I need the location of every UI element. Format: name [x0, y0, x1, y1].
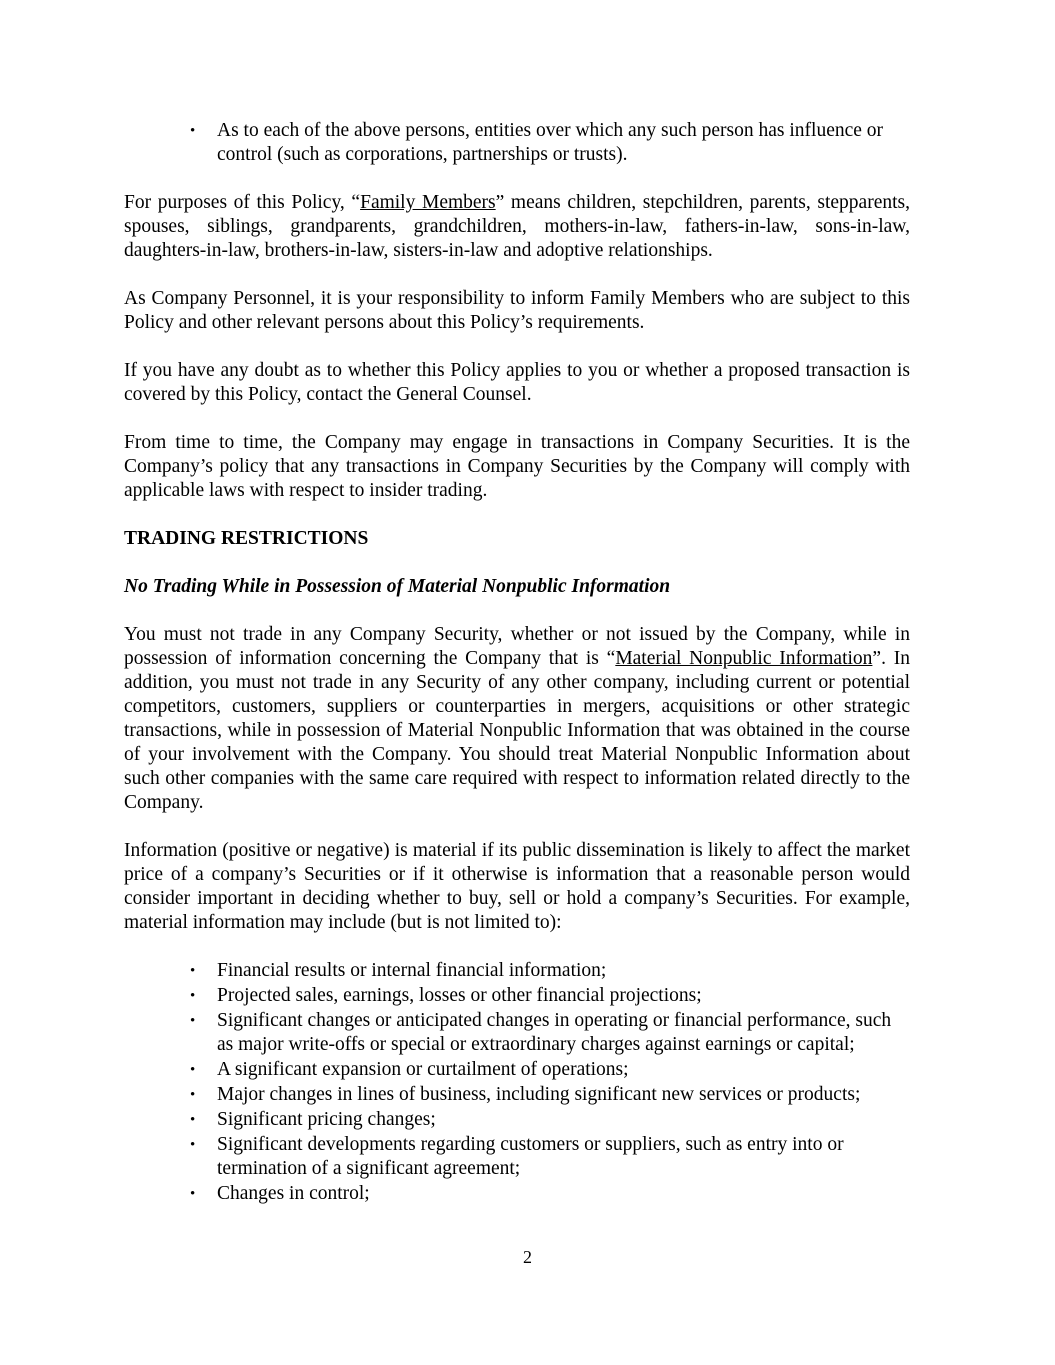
list-item [124, 1083, 910, 1107]
bullet-icon: • [190, 1112, 196, 1128]
mnpi-pre: You must not trade in any Company Security, whether or not issued by the Company, while in possession of information concerning the Company that is “ [124, 624, 910, 669]
bullet-icon: • [190, 1186, 196, 1202]
bullet-icon: • [190, 1013, 196, 1029]
list-item [124, 119, 910, 167]
list-item [124, 1009, 910, 1057]
doubt-paragraph: If you have any doubt as to whether this Policy applies to you or whether a proposed transaction is covered by this Policy, contact the General Counsel. [124, 360, 910, 405]
document-page [124, 119, 910, 1207]
family-members-pre: For purposes of this Policy, “ [124, 192, 361, 213]
section-heading: TRADING RESTRICTIONS [124, 528, 369, 549]
page-number: 2 [523, 1247, 532, 1267]
company-personnel-paragraph: As Company Personnel, it is your responsibility to inform Family Members who are subject to this Policy and other relevant persons about this Policy’s requirements. [124, 288, 910, 333]
bullet-icon: • [190, 123, 196, 139]
bullet-icon: • [190, 1137, 196, 1153]
section-subheading: No Trading While in Possession of Material Nonpublic Information [124, 576, 671, 597]
mnpi-post: ”. In addition, you must not trade in any Security of any other company, including current or potential competitors, customers, suppliers or counterparties in mergers, acquisitions or other strategic transactions, while in possession of Material Nonpublic Information that was obtained in the course of your involvement with the Company. You should treat Material Nonpublic Information about such other companies with the same care required with respect to information related directly to the Company. [124, 648, 910, 813]
list-item-text: Projected sales, earnings, losses or other financial projections; [217, 985, 702, 1006]
list-item [124, 1133, 910, 1181]
list-item-text: Changes in control; [217, 1183, 370, 1204]
list-item-text: Significant developments regarding customers or suppliers, such as entry into or termination of a significant agreement; [217, 1134, 844, 1179]
material-information-list [124, 959, 910, 1206]
bullet-icon: • [190, 988, 196, 1004]
list-item-text: Significant changes or anticipated changes in operating or financial performance, such as major write-offs or special or extraordinary charges against earnings or capital; [217, 1010, 892, 1055]
family-members-post: ” means children, stepchildren, parents, stepparents, spouses, siblings, grandparents, grandchildren, mothers-in-law, fathers-in-law, sons-in-law, daughters-in-law, brothers-in-law, sisters-in-law and adoptive relationships. [124, 192, 910, 261]
bullet-icon: • [190, 1087, 196, 1103]
list-item-text: Major changes in lines of business, including significant new services or products; [217, 1084, 861, 1105]
list-item-text: As to each of the above persons, entities over which any such person has influence or control (such as corporations, partnerships or trusts). [217, 120, 884, 165]
material-information-paragraph: Information (positive or negative) is material if its public dissemination is likely to affect the market price of a company’s Securities or if it otherwise is information that a reasonable person would consider important in deciding whether to buy, sell or hold a company’s Securities. For example, material information may include (but is not limited to): [124, 840, 910, 933]
family-members-term: Family Members [360, 192, 496, 213]
list-item [124, 1058, 910, 1082]
list-item-text: A significant expansion or curtailment of operations; [217, 1059, 629, 1080]
list-item-text: Financial results or internal financial information; [217, 960, 607, 981]
list-item [124, 1182, 910, 1206]
list-item [124, 959, 910, 983]
list-item-text: Significant pricing changes; [217, 1109, 436, 1130]
bullet-icon: • [190, 1062, 196, 1078]
list-item [124, 1108, 910, 1132]
bullet-icon: • [190, 963, 196, 979]
mnpi-term: Material Nonpublic Information [615, 648, 873, 669]
persons-bullet-list [124, 119, 910, 167]
mnpi-paragraph [124, 623, 910, 815]
list-item [124, 984, 910, 1008]
company-transactions-paragraph: From time to time, the Company may engage in transactions in Company Securities. It is the Company’s policy that any transactions in Company Securities by the Company will comply with applicable laws with respect to insider trading. [124, 432, 910, 501]
family-members-paragraph [124, 191, 910, 263]
